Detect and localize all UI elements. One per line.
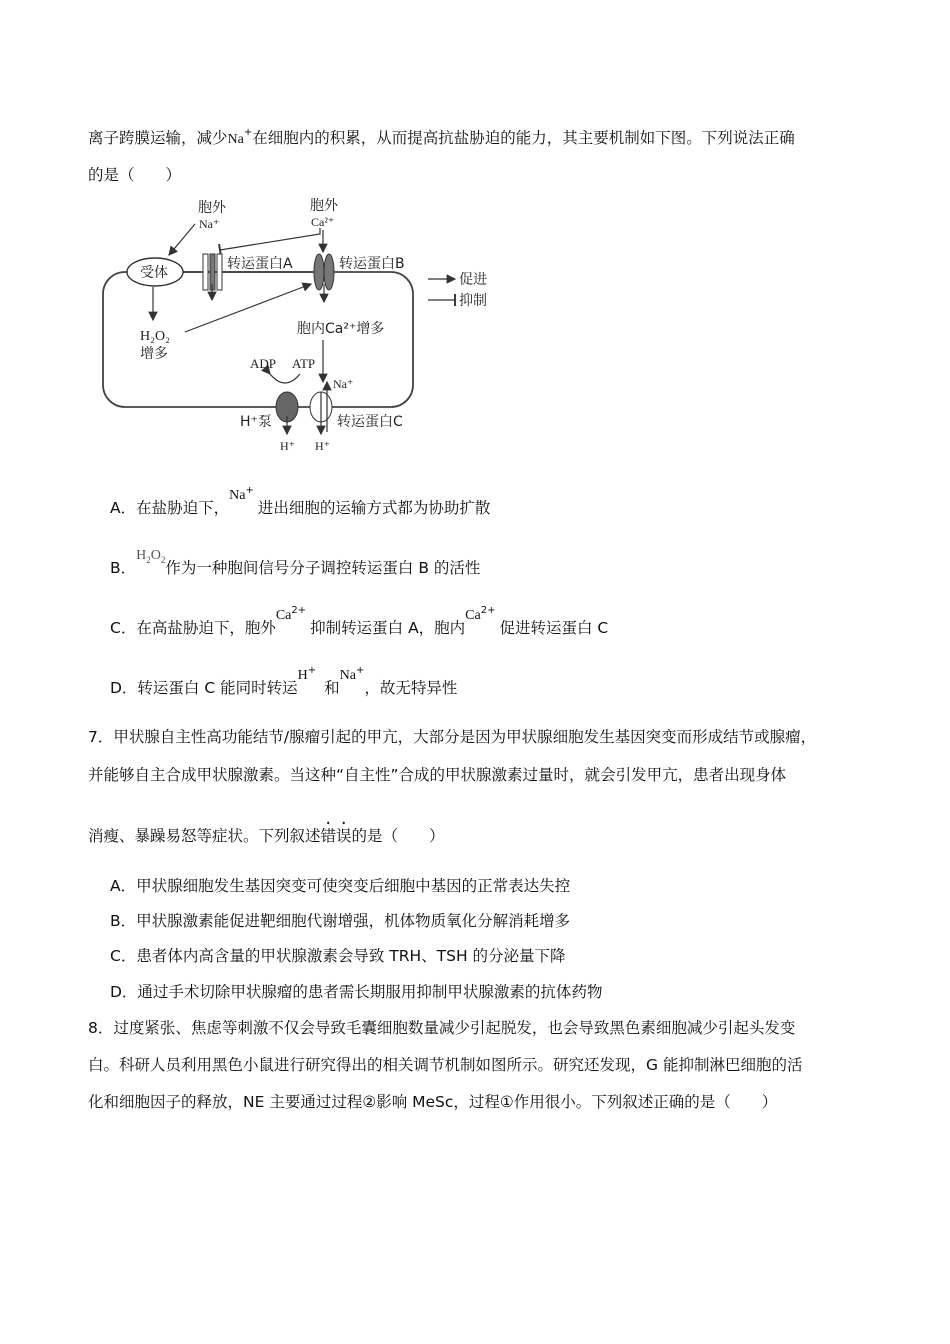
option-a-ion: Na xyxy=(229,488,246,503)
inner-ca-label: 胞内Ca²⁺增多 xyxy=(297,321,385,337)
q7-stem-line1: 7．甲状腺自主性高功能结节/腺瘤引起的甲亢，大部分是因为甲状腺细胞发生基因突变而形成结节或腺瘤， xyxy=(88,728,817,746)
transporter-b-label: 转运蛋白B xyxy=(339,256,405,272)
outside-na-label: 胞外 xyxy=(198,200,226,216)
q6-option-a[interactable] xyxy=(110,485,491,521)
q7-option-c[interactable]: C．患者体内高含量的甲状腺激素会导致 TRH、TSH 的分泌量下降 xyxy=(110,947,566,965)
option-d-ion2: Na xyxy=(339,668,356,683)
q8-stem-line3: 化和细胞因子的释放，NE 主要通过过程②影响 MeSc，过程①作用很小。下列叙述正确的是（ ） xyxy=(88,1093,778,1111)
q7-stem-line3 xyxy=(88,826,445,846)
option-c-charge1: 2+ xyxy=(291,605,307,616)
q6-stem-line1 xyxy=(88,128,795,151)
q8-stem-line2: 白。科研人员利用黑色小鼠进行研究得出的相关调节机制如图所示。研究还发现，G 能抑制淋巴细胞的活 xyxy=(88,1056,803,1074)
transporter-a-label: 转运蛋白A xyxy=(227,256,293,272)
h2o2-label: H₂O₂ xyxy=(140,329,170,344)
option-c-ion2: Ca xyxy=(465,608,481,623)
option-d-and: 和 xyxy=(324,679,340,697)
q8-stem-line1: 8．过度紧张、焦虑等刺激不仅会导致毛囊细胞数量减少引起脱发，也会导致黑色素细胞减少引起头发变 xyxy=(88,1019,796,1037)
option-a-text: 进出细胞的运输方式都为协助扩散 xyxy=(257,499,491,517)
option-b-label: B． xyxy=(110,559,137,577)
option-d-charge1: + xyxy=(307,665,317,676)
outside-na-ion: Na⁺ xyxy=(199,217,220,231)
na-ion: Na xyxy=(227,132,244,147)
h-pump-label: H⁺泵 xyxy=(240,414,272,430)
option-d-charge2: + xyxy=(355,665,365,676)
ion-transport-diagram xyxy=(95,192,515,462)
h-out-2: H⁺ xyxy=(315,439,330,453)
option-c-label: C．在高盐胁迫下，胞外 xyxy=(110,619,276,637)
transporter-c-label: 转运蛋白C xyxy=(337,414,403,430)
option-c-ion1: Ca xyxy=(275,608,292,623)
option-d-label: D．转运蛋白 C 能同时转运 xyxy=(110,679,298,697)
q7-stem-line2: 并能够自主合成甲状腺激素。当这种“自主性”合成的甲状腺激素过量时，就会引发甲亢，患者出现身体 xyxy=(88,766,787,784)
option-c-charge2: 2+ xyxy=(480,605,496,616)
h2o2-increase: 增多 xyxy=(140,346,168,362)
option-d-ion1: H xyxy=(297,668,308,683)
legend-promote: 促进 xyxy=(459,272,487,288)
q6-option-c[interactable] xyxy=(110,605,609,641)
atp-label: ATP xyxy=(292,356,316,371)
option-a-charge: + xyxy=(245,485,254,496)
q7-emphasis-1: 错 xyxy=(320,827,337,845)
q6-option-d[interactable] xyxy=(110,665,458,701)
outside-ca-label: 胞外 xyxy=(310,198,338,214)
option-d-text: ，故无特异性 xyxy=(364,679,458,697)
q7-line3-a: 消瘦、暴躁易怒等症状。下列叙述 xyxy=(88,827,321,845)
option-b-h2o2: $H_2O_2$ xyxy=(136,548,166,565)
na-charge: + xyxy=(243,127,253,138)
q7-option-d[interactable]: D．通过手术切除甲状腺瘤的患者需长期服用抑制甲状腺激素的抗体药物 xyxy=(110,983,603,1001)
adp-label: ADP xyxy=(250,356,277,371)
q6-stem-line2: 的是（ ） xyxy=(88,166,182,184)
q6-option-b[interactable] xyxy=(110,548,481,580)
q6-text-a: 离子跨膜运输，减少 xyxy=(88,129,228,147)
na-in-label: Na⁺ xyxy=(333,377,354,391)
outside-ca-ion: Ca²⁺ xyxy=(311,215,335,229)
receptor-label: 受体 xyxy=(140,265,168,281)
q6-text-b: 在细胞内的积累，从而提高抗盐胁迫的能力，其主要机制如下图。下列说法正确 xyxy=(252,129,795,147)
option-c-mid: 抑制转运蛋白 A，胞内 xyxy=(310,619,466,637)
q7-emphasis-2: 误 xyxy=(336,827,352,845)
q7-line3-b: 的是（ ） xyxy=(351,827,445,845)
q7-option-a[interactable]: A．甲状腺细胞发生基因突变可使突变后细胞中基因的正常表达失控 xyxy=(110,877,571,895)
option-c-text: 促进转运蛋白 C xyxy=(499,619,609,637)
option-a-label: A．在盐胁迫下， xyxy=(110,499,230,517)
legend-inhibit: 抑制 xyxy=(459,293,487,309)
q7-option-b[interactable]: B．甲状腺激素能促进靶细胞代谢增强，机体物质氧化分解消耗增多 xyxy=(110,912,571,930)
option-b-text: 作为一种胞间信号分子调控转运蛋白 B 的活性 xyxy=(165,559,481,577)
h-out-1: H⁺ xyxy=(280,439,295,453)
